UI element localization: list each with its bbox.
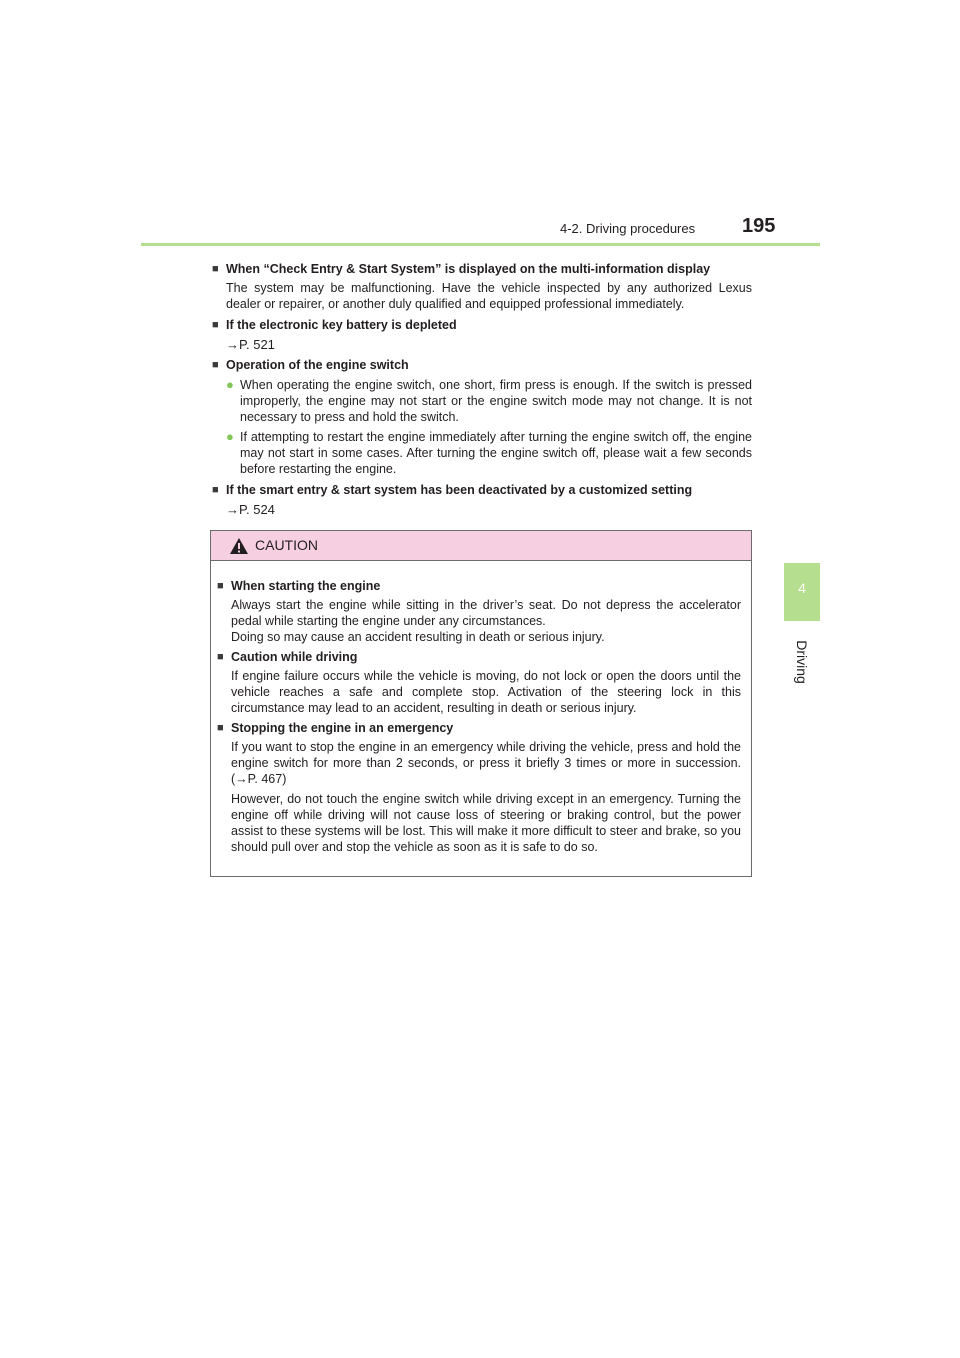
- page-number: 195: [742, 215, 776, 237]
- square-bullet-icon: ■: [217, 651, 224, 663]
- list-item: ● When operating the engine switch, one short, firm press is enough. If the switch is pressed improperly, the engine may not start or the engine switch mode may not change. It is not necessary to press and hold the switch.: [226, 377, 752, 424]
- circle-bullet-icon: ●: [226, 377, 234, 392]
- caution-heading: ■ Stopping the engine in an emergency: [217, 721, 454, 735]
- caution-text: However, do not touch the engine switch while driving except in an emergency. Turning the engine off while driving will not cause loss of steering or braking control, but the power assist to these systems will be lost. This will make it more difficult to steer and brake, so you should pull over and stop the vehicle as soon as it is safe to do so.: [231, 792, 741, 854]
- section-heading: ■ If the smart entry & start system has been deactivated by a customized setting: [212, 483, 693, 497]
- page-reference-link[interactable]: →P. 521: [226, 337, 275, 352]
- section-key-battery: [212, 317, 752, 352]
- section-heading: ■ When “Check Entry & Start System” is displayed on the multi-information display: [212, 262, 711, 276]
- list-item: ● If attempting to restart the engine immediately after turning the engine switch off, the engine may not start in some cases. After turning the engine switch off, please wait a few seconds before restarting the engine.: [226, 429, 752, 476]
- caution-text: If you want to stop the engine in an emergency while driving the vehicle, press and hold the engine switch for more than 2 seconds, or press it briefly 3 times or more in succession. (→P. 467): [231, 740, 741, 786]
- caution-header: [211, 531, 751, 561]
- section-title: 4-2. Driving procedures: [560, 221, 696, 236]
- section-heading: ■ Operation of the engine switch: [212, 358, 409, 372]
- chapter-label: Driving: [794, 640, 810, 684]
- square-bullet-icon: ■: [212, 484, 219, 496]
- caution-box: [210, 530, 752, 877]
- main-content: [212, 256, 752, 519]
- square-bullet-icon: ■: [212, 359, 219, 371]
- caution-heading: ■ Caution while driving: [217, 650, 358, 664]
- section-check-entry: [212, 261, 752, 312]
- chapter-tab[interactable]: 4: [784, 563, 820, 621]
- caution-text: If engine failure occurs while the vehicle is moving, do not lock or open the doors until the vehicle reaches a safe and complete stop. Activation of the steering lock in this circumstance may lead to an accident, resulting in death or serious injury.: [231, 669, 741, 715]
- caution-title: CAUTION: [255, 537, 318, 553]
- caution-heading: ■ When starting the engine: [217, 579, 381, 593]
- square-bullet-icon: ■: [212, 319, 219, 331]
- header-divider: [141, 243, 820, 246]
- warning-triangle-icon: [229, 537, 249, 555]
- caution-body: [211, 561, 751, 855]
- caution-text: Doing so may cause an accident resulting in death or serious injury.: [231, 630, 605, 644]
- section-heading: ■ If the electronic key battery is depleted: [212, 318, 457, 332]
- section-engine-switch: [212, 357, 752, 477]
- square-bullet-icon: ■: [217, 722, 224, 734]
- square-bullet-icon: ■: [212, 263, 219, 275]
- caution-text: Always start the engine while sitting in the driver’s seat. Do not depress the accelerator pedal while starting the engine under any circumstances.: [231, 598, 741, 628]
- circle-bullet-icon: ●: [226, 429, 234, 444]
- section-text: The system may be malfunctioning. Have the vehicle inspected by any authorized Lexus dealer or repairer, or another duly qualified and equipped professional immediately.: [226, 281, 752, 311]
- section-deactivated: [212, 482, 752, 517]
- page-reference-link[interactable]: →P. 524: [226, 502, 275, 517]
- square-bullet-icon: ■: [217, 580, 224, 592]
